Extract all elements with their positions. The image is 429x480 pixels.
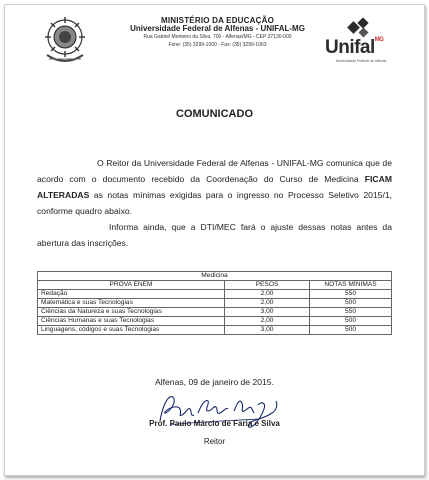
letterhead xyxy=(5,5,424,75)
table-row xyxy=(38,326,392,335)
paragraph-1 xyxy=(37,155,392,219)
cell-prova: Ciências Humanas e suas Tecnologias xyxy=(38,317,225,326)
paragraph-1-text: O Reitor da Universidade Federal de Alfenas - UNIFAL-MG comunica que de acordo com o documento recebido da Coordenação do Curso de Medicina xyxy=(37,158,392,184)
cell-prova: Matemática e suas Tecnologias xyxy=(38,299,225,308)
column-header-pesos: PESOS xyxy=(225,281,310,290)
document-date: Alfenas, 09 de janeiro de 2015. xyxy=(155,377,274,387)
table-row xyxy=(38,317,392,326)
scores-table xyxy=(37,271,392,335)
cell-nota: 550 xyxy=(310,290,392,299)
cell-nota: 550 xyxy=(310,308,392,317)
cell-peso: 2,00 xyxy=(225,299,310,308)
signer-name: Prof. Paulo Márcio de Faria e Silva xyxy=(149,419,280,428)
unifal-logo xyxy=(325,17,397,69)
logo-suffix: MG xyxy=(374,37,384,43)
cell-prova: Ciências da Natureza e suas Tecnologias xyxy=(38,308,225,317)
logo-subtext: Universidade Federal de Alfenas xyxy=(335,59,387,63)
university-address: Rua Gabriel Monteiro da Silva, 700 - Alfenas/MG - CEP 37130-000 xyxy=(143,34,292,40)
cell-peso: 2,00 xyxy=(225,290,310,299)
table-header-row xyxy=(38,281,392,290)
cell-prova: Linguagens, códigos e suas Tecnologias xyxy=(38,326,225,335)
paragraph-2: Informa ainda, que a DTI/MEC fará o ajuste dessas notas antes da abertura das inscrições. xyxy=(37,222,392,248)
ministry-name: MINISTÉRIO DA EDUCAÇÃO xyxy=(161,16,274,25)
column-header-prova: PROVA ENEM xyxy=(38,281,225,290)
document-title: COMUNICADO xyxy=(176,108,253,120)
cell-nota: 500 xyxy=(310,326,392,335)
cell-prova: Redação xyxy=(38,290,225,299)
table-row xyxy=(38,299,392,308)
cell-nota: 500 xyxy=(310,299,392,308)
scores-table-wrapper xyxy=(37,271,392,335)
cell-peso: 3,00 xyxy=(225,326,310,335)
logo-text: Unifal xyxy=(325,37,375,58)
table-caption-row xyxy=(38,272,392,281)
announcement-body xyxy=(37,155,392,251)
table-row xyxy=(38,290,392,299)
unifal-logo-wordmark xyxy=(325,37,397,59)
university-phone: Fone: (35) 3299-1000 - Fax: (35) 3299-1063 xyxy=(168,42,267,48)
cell-peso: 3,00 xyxy=(225,308,310,317)
university-name: Universidade Federal de Alfenas - UNIFAL-MG xyxy=(130,24,305,33)
paragraph-1-text-end: as notas mínimas exigidas para o ingresso no Processo Seletivo 2015/1, conforme quadro abaixo. xyxy=(37,190,392,216)
table-row xyxy=(38,308,392,317)
brazil-coat-of-arms-icon xyxy=(41,15,89,65)
unifal-logo-icon xyxy=(347,17,371,39)
cell-peso: 2,00 xyxy=(225,317,310,326)
letterhead-text xyxy=(110,17,325,49)
signer-role: Reitor xyxy=(203,437,226,446)
paragraph-1-emphasis: FICAM ALTERADAS xyxy=(37,174,392,200)
cell-nota: 500 xyxy=(310,317,392,326)
column-header-notas: NOTAS MÍNIMAS xyxy=(310,281,392,290)
table-caption: Medicina xyxy=(38,272,392,281)
document-page xyxy=(4,4,425,476)
